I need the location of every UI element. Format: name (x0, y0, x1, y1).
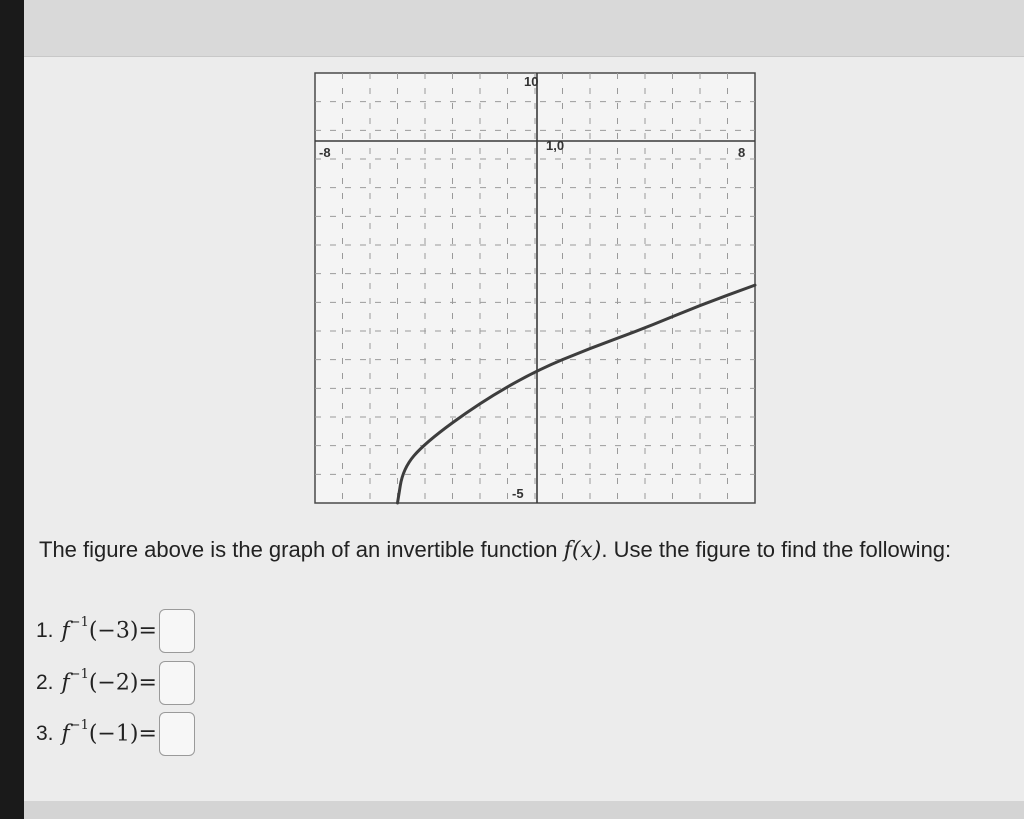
y-min-tick-label: -5 (512, 486, 524, 501)
function-symbol: f (61, 618, 70, 644)
function-name: f(x) (563, 538, 602, 563)
question-1 (36, 609, 195, 653)
inverse-superscript: −1 (69, 718, 89, 734)
function-symbol: f (61, 721, 70, 747)
question-number: 2. (36, 671, 54, 694)
inverse-expression (61, 718, 157, 747)
question-prompt (39, 533, 999, 567)
answer-input-3[interactable] (159, 712, 195, 756)
inverse-expression (61, 667, 157, 696)
prompt-text-start: The figure above is the graph of an invertible function (39, 537, 564, 562)
answer-input-2[interactable] (159, 661, 195, 705)
function-symbol: f (61, 670, 70, 696)
question-2 (36, 661, 195, 705)
x-max-tick-label: 8 (738, 145, 746, 160)
function-argument: (−1)= (88, 721, 157, 747)
inverse-superscript: −1 (69, 615, 89, 631)
inverse-superscript: −1 (69, 667, 89, 683)
question-number: 1. (36, 619, 54, 642)
inverse-expression (61, 615, 157, 644)
answer-input-1[interactable] (159, 609, 195, 653)
origin-label: 1,0 (546, 138, 565, 153)
function-argument: (−2)= (88, 670, 157, 696)
prompt-text-end: . Use the figure to find the following: (601, 537, 952, 562)
question-3 (36, 712, 195, 756)
y-max-tick-label: 10 (524, 74, 539, 89)
x-min-tick-label: -8 (319, 145, 331, 160)
function-argument: (−3)= (88, 618, 157, 644)
question-number: 3. (36, 722, 54, 745)
